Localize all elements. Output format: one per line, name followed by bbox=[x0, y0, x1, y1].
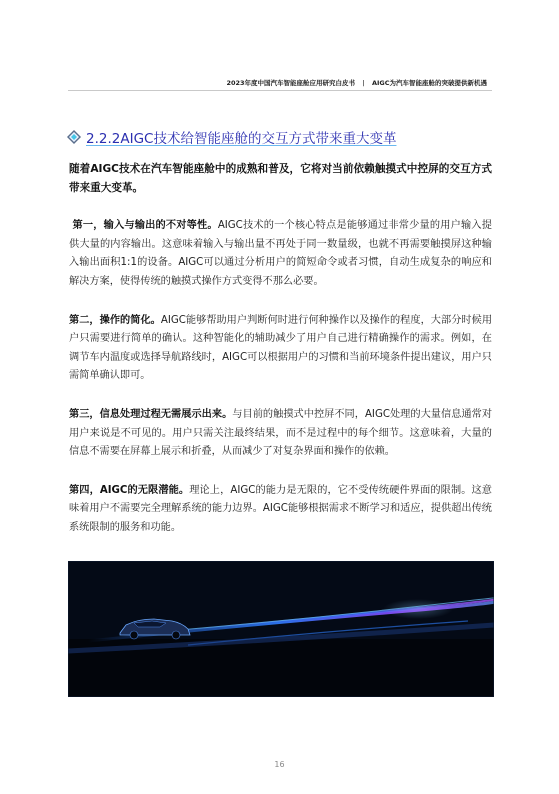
section-title: 2.2.2AIGC技术给智能座舱的交互方式带来重大变革 bbox=[86, 131, 397, 147]
point-lead: 第四，AIGC的无限潜能。 bbox=[69, 484, 190, 496]
point-body: 与目前的触摸式中控屏不同，AIGC处理的大量信息通常对用户来说是不可见的。用户只需关注最终结果，而不是过程中的每个细节。这意味着，大量的信息不需要在屏幕上展示和折叠，从而减少了对复杂界面和操作的依赖。 bbox=[69, 408, 493, 458]
diamond-mark-icon bbox=[66, 129, 82, 145]
section-heading bbox=[66, 127, 396, 147]
point-lead: 第一，输入与输出的不对等性。 bbox=[72, 220, 218, 232]
chapter-title: AIGC为汽车智能座舱的突破提供新机遇 bbox=[371, 79, 487, 87]
intro-paragraph: 随着AIGC技术在汽车智能座舱中的成熟和普及，它将对当前依赖触摸式中控屏的交互方式带来重大变革。 bbox=[69, 163, 492, 194]
light-trail-illustration bbox=[68, 561, 494, 697]
header-separator: | bbox=[362, 79, 365, 87]
header-divider bbox=[68, 90, 492, 91]
point-lead: 第三，信息处理过程无需展示出来。 bbox=[69, 408, 233, 420]
point-paragraph-3 bbox=[69, 406, 492, 462]
body-text bbox=[69, 160, 492, 558]
page-header bbox=[226, 78, 487, 87]
point-paragraph-4 bbox=[69, 482, 492, 538]
point-paragraph-1 bbox=[69, 217, 492, 291]
report-title: 2023年度中国汽车智能座舱应用研究白皮书 bbox=[226, 79, 356, 87]
point-body: AIGC能够帮助用户判断何时进行何种操作以及操作的程度，大部分时候用户只需要进行简单的确认。这种智能化的辅助减少了用户自己进行精确操作的需求。例如，在调节车内温度或选择导航路线时，AIGC可以根据用户的习惯和当前环境条件提出建议，用户只需简单确认即可。 bbox=[69, 314, 493, 382]
point-lead: 第二，操作的简化。 bbox=[69, 314, 161, 326]
point-body: 理论上，AIGC的能力是无限的，它不受传统硬件界面的限制。这意味着用户不需要完全理解系统的能力边界。AIGC能够根据需求不断学习和适应，提供超出传统系统限制的服务和功能。 bbox=[69, 484, 492, 533]
page-number: 16 bbox=[274, 760, 285, 769]
point-paragraph-2 bbox=[69, 312, 492, 386]
point-body: AIGC技术的一个核心特点是能够通过非常少量的用户输入提供大量的内容输出。这意味着输入与输出量不再处于同一数量级，也就不再需要触摸屏这种输入输出面积1:1的设备。AIGC可以通过分析用户的简短命令或者习惯，自动生成复杂的响应和解决方案，使得传统的触摸式操作方式变得不那么必要。 bbox=[69, 220, 492, 287]
hero-banner-image bbox=[68, 561, 494, 697]
